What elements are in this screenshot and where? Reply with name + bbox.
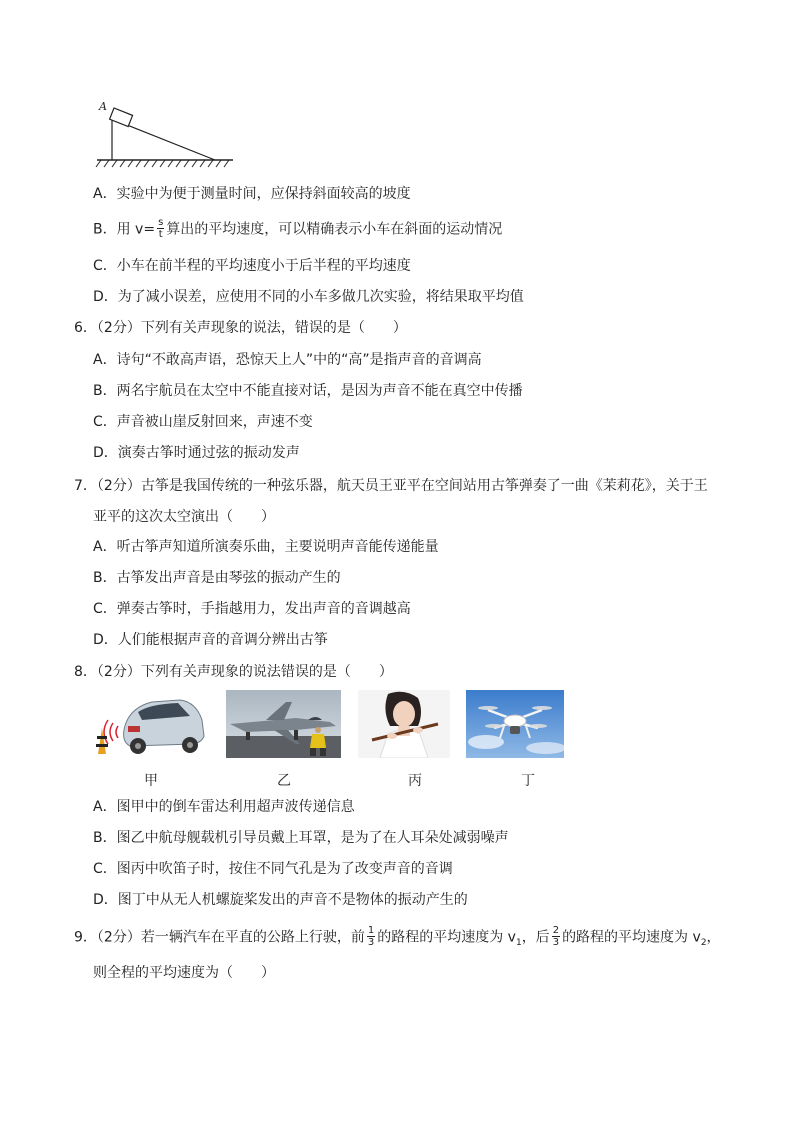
fraction-denominator: t bbox=[158, 229, 163, 240]
q9-subscript-1: 1 bbox=[515, 937, 522, 948]
drone-image bbox=[466, 690, 564, 758]
q8-caption-yi: 乙 bbox=[277, 773, 291, 789]
q9-text-5: ， bbox=[706, 929, 721, 946]
q7-option-b: B．古筝发出声音是由琴弦的振动产生的 bbox=[93, 570, 341, 586]
q8-option-a: A．图甲中的倒车雷达利用超声波传递信息 bbox=[93, 799, 355, 815]
q8-stem: 8．（2分）下列有关声现象的说法错误的是（ ） bbox=[74, 664, 393, 680]
incline-diagram bbox=[95, 98, 235, 170]
q5-velocity-fraction bbox=[157, 217, 164, 240]
q5-option-a: A．实验中为便于测量时间，应保持斜面较高的坡度 bbox=[93, 186, 411, 202]
q6-option-a: A．诗句“不敢高声语，恐惊天上人”中的“高”是指声音的音调高 bbox=[93, 352, 482, 368]
q6-option-d: D．演奏古筝时通过弦的振动发声 bbox=[93, 445, 300, 461]
q8-caption-bing: 丙 bbox=[408, 773, 422, 789]
q6-option-b: B．两名宇航员在太空中不能直接对话，是因为声音不能在真空中传播 bbox=[93, 383, 523, 399]
fraction-numerator: 2 bbox=[552, 925, 560, 936]
cart-block bbox=[110, 108, 133, 127]
q5-option-b bbox=[93, 218, 502, 241]
q8-option-d: D．图丁中从无人机螺旋桨发出的声音不是物体的振动产生的 bbox=[93, 892, 468, 908]
carrier-jet-image bbox=[226, 690, 341, 758]
q9-subscript-2: 2 bbox=[700, 937, 707, 948]
q9-stem-line2: 则全程的平均速度为（ ） bbox=[93, 965, 275, 981]
q8-option-b: B．图乙中航母舰载机引导员戴上耳罩，是为了在人耳朵处减弱噪声 bbox=[93, 830, 509, 846]
q5-option-c: C．小车在前半程的平均速度小于后半程的平均速度 bbox=[93, 258, 411, 274]
fraction-numerator: s bbox=[158, 217, 164, 228]
incline-point-label: A bbox=[99, 100, 107, 113]
q8-option-c: C．图丙中吹笛子时，按住不同气孔是为了改变声音的音调 bbox=[93, 861, 453, 877]
q5-option-b-prefix: B．用 v= bbox=[93, 221, 156, 238]
fraction-numerator: 1 bbox=[367, 925, 375, 936]
q9-text-4: 的路程的平均速度为 v bbox=[562, 929, 701, 946]
q9-stem-line1 bbox=[74, 926, 721, 950]
q7-stem-line1: 7．（2分）古筝是我国传统的一种弦乐器，航天员王亚平在空间站用古筝弹奏了一曲《茉莉花》，关于王 bbox=[74, 478, 708, 494]
q8-caption-jia: 甲 bbox=[144, 773, 158, 789]
q9-fraction-two-thirds bbox=[552, 925, 560, 948]
car-reverse-radar-image bbox=[94, 690, 208, 758]
q8-caption-ding: 丁 bbox=[521, 773, 535, 789]
q7-option-c: C．弹奏古筝时，手指越用力，发出声音的音调越高 bbox=[93, 601, 411, 617]
fraction-denominator: 3 bbox=[367, 937, 375, 948]
q5-option-d: D．为了减小误差，应使用不同的小车多做几次实验，将结果取平均值 bbox=[93, 289, 524, 305]
q5-option-b-suffix: 算出的平均速度，可以精确表示小车在斜面的运动情况 bbox=[166, 221, 503, 238]
q7-option-a: A．听古筝声知道所演奏乐曲，主要说明声音能传递能量 bbox=[93, 539, 439, 555]
q6-option-c: C．声音被山崖反射回来，声速不变 bbox=[93, 414, 313, 430]
q9-text-2: 的路程的平均速度为 v bbox=[377, 929, 516, 946]
flute-player-image bbox=[358, 690, 450, 758]
q9-fraction-one-third bbox=[367, 925, 375, 948]
q6-stem: 6．（2分）下列有关声现象的说法，错误的是（ ） bbox=[74, 320, 407, 336]
q7-option-d: D．人们能根据声音的音调分辨出古筝 bbox=[93, 632, 328, 648]
q9-text-3: ，后 bbox=[521, 929, 550, 946]
q9-text-1: 9．（2分）若一辆汽车在平直的公路上行驶，前 bbox=[74, 929, 365, 946]
q7-stem-line2: 亚平的这次太空演出（ ） bbox=[93, 509, 275, 525]
fraction-denominator: 3 bbox=[552, 937, 560, 948]
